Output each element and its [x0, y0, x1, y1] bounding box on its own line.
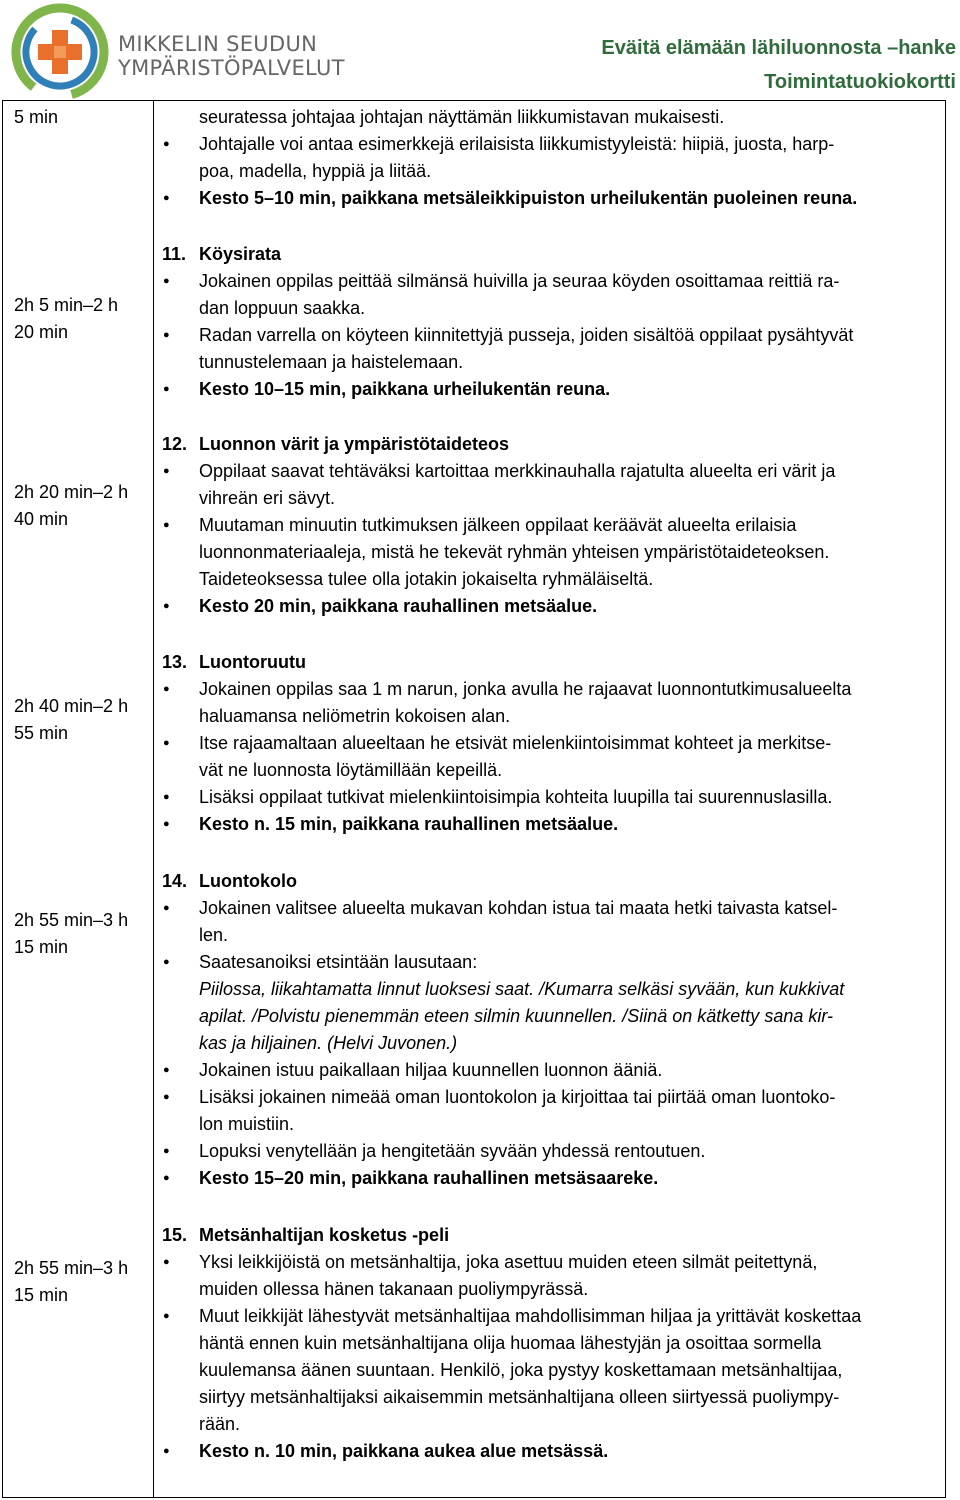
activity-title-text: Metsänhaltijan kosketus -peli	[199, 1225, 450, 1245]
activity-cell	[162, 431, 937, 620]
list-item-continuation: seuratessa johtajaa johtajan näyttämän liikkumistavan mukaisesti.	[199, 107, 725, 127]
organization-name-line1: MIKKELIN SEUDUN	[118, 32, 318, 56]
organization-name-line2: YMPÄRISTÖPALVELUT	[118, 56, 345, 80]
bullet-list	[162, 895, 937, 1192]
poem-quote: Piilossa, liikahtamatta linnut luoksesi saat. /Kumarra selkäsi syvään, kun kukkivat apilat. /Polvistu pienemmän eteen silmin kuunnellen. /Siinä on kätketty sana kir- kas ja hiljainen. (Helvi Juvonen.)	[199, 979, 845, 1053]
list-item: ● Muutaman minuutin tutkimuksen jälkeen oppilaat keräävät alueelta erilaisia luonnonmateriaaleja, mistä he tekevät ryhmän yhteisen ympäristötaideteoksen. Taideteoksessa tulee olla jotakin jokaiselta ryhmäläiseltä.	[162, 512, 937, 593]
card-type: Toimintatuokiokortti	[764, 71, 956, 93]
page-header	[0, 0, 960, 104]
time-cell	[14, 292, 149, 346]
time-line: 5 min	[14, 107, 59, 127]
list-item: ● Jokainen oppilas saa 1 m narun, jonka avulla he rajaavat luonnontutkimusalueelta haluamansa neliömetrin kokoisen alan.	[162, 676, 937, 730]
time-cell	[14, 907, 149, 961]
list-item-duration: ● Kesto 15–20 min, paikkana rauhallinen metsäsaareke.	[162, 1165, 937, 1192]
activity-title	[162, 241, 937, 268]
project-title: Eväitä elämään lähiluonnosta –hanke	[601, 37, 956, 59]
list-item: ● Johtajalle voi antaa esimerkkejä erilaisista liikkumistyyleistä: hiipiä, juosta, harp- poa, madella, hyppiä ja liitää.	[162, 131, 937, 185]
list-item: ● Yksi leikkijöistä on metsänhaltija, joka asettuu muiden eteen silmät peitettynä, muiden ollessa hänen takanaan puoliympyrässä.	[162, 1249, 937, 1303]
bullet-list	[162, 1249, 937, 1465]
activity-number: 12.	[162, 434, 188, 454]
list-item-duration: ● Kesto 10–15 min, paikkana urheilukentän reuna.	[162, 376, 937, 403]
activity-cell	[162, 1222, 937, 1465]
time-line: 2h 40 min–2 h	[14, 696, 129, 716]
list-item: ● Jokainen istuu paikallaan hiljaa kuunnellen luonnon ääniä.	[162, 1057, 937, 1084]
list-item: ● Jokainen valitsee alueelta mukavan kohdan istua tai maata hetki taivasta katsel- len.	[162, 895, 937, 949]
list-item: ● Lisäksi oppilaat tutkivat mielenkiintoisimpia kohteita luupilla tai suurennuslasilla.	[162, 784, 937, 811]
activity-number: 13.	[162, 652, 188, 672]
bullet-list	[162, 131, 937, 212]
activity-title-text: Luonnon värit ja ympäristötaideteos	[199, 434, 510, 454]
list-item: ● Lisäksi jokainen nimeää oman luontokolon ja kirjoittaa tai piirtää oman luontoko- lon muistiin.	[162, 1084, 937, 1138]
activity-number: 11.	[162, 244, 187, 264]
time-cell	[14, 104, 149, 131]
time-line: 2h 20 min–2 h	[14, 482, 129, 502]
activity-number: 14.	[162, 871, 188, 891]
activity-cell	[162, 241, 937, 403]
activity-title	[162, 868, 937, 895]
list-item: ● Jokainen oppilas peittää silmänsä huivilla ja seuraa köyden osoittamaa reittiä ra- dan loppuun saakka.	[162, 268, 937, 322]
activity-cell	[162, 868, 937, 1192]
bullet-list	[162, 268, 937, 403]
time-cell	[14, 1255, 149, 1309]
time-line: 15 min	[14, 937, 69, 957]
time-line: 15 min	[14, 1285, 69, 1305]
activity-cell	[162, 649, 937, 838]
list-item-duration: ● Kesto 20 min, paikkana rauhallinen metsäalue.	[162, 593, 937, 620]
activity-title	[162, 649, 937, 676]
time-line: 20 min	[14, 322, 69, 342]
column-divider	[153, 101, 154, 1497]
organization-logo	[10, 2, 110, 102]
list-item-duration: ● Kesto n. 15 min, paikkana rauhallinen metsäalue.	[162, 811, 937, 838]
list-item-duration: ● Kesto 5–10 min, paikkana metsäleikkipuiston urheilukentän puoleinen reuna.	[162, 185, 937, 212]
activity-title	[162, 1222, 937, 1249]
list-item: ● Saatesanoiksi etsintään lausutaan: Piilossa, liikahtamatta linnut luoksesi saat. /Kumarra selkäsi syvään, kun kukkivat apilat. /Polvistu pienemmän eteen silmin kuunnellen. /Siinä on kätketty sana kir- kas ja hiljainen. (Helvi Juvonen.)	[162, 949, 937, 1057]
bullet-list	[162, 676, 937, 838]
time-line: 2h 55 min–3 h	[14, 910, 129, 930]
time-cell	[14, 693, 149, 747]
list-item-duration: ● Kesto n. 10 min, paikkana aukea alue metsässä.	[162, 1438, 937, 1465]
list-item: ● Radan varrella on köyteen kiinnitettyjä pusseja, joiden sisältöä oppilaat pysähtyvät tunnustelemaan ja haistelemaan.	[162, 322, 937, 376]
activity-title-text: Köysirata	[199, 244, 282, 264]
bullet-list	[162, 458, 937, 620]
activity-title	[162, 431, 937, 458]
list-item: ● Lopuksi venytellään ja hengitetään syvään yhdessä rentoutuen.	[162, 1138, 937, 1165]
activity-title-text: Luontoruutu	[199, 652, 306, 672]
list-item: ● Oppilaat saavat tehtäväksi kartoittaa merkkinauhalla rajatulta alueelta eri värit ja vihreän eri sävyt.	[162, 458, 937, 512]
time-line: 40 min	[14, 509, 69, 529]
time-line: 55 min	[14, 723, 69, 743]
time-line: 2h 5 min–2 h	[14, 295, 119, 315]
activity-title-text: Luontokolo	[199, 871, 297, 891]
list-item: ● Itse rajaamaltaan alueeltaan he etsivät mielenkiintoisimmat kohteet ja merkitse- vät ne luonnosta löytämillään kepeillä.	[162, 730, 937, 784]
activity-number: 15.	[162, 1225, 188, 1245]
time-line: 2h 55 min–3 h	[14, 1258, 129, 1278]
activity-cell	[162, 104, 937, 212]
organization-name	[118, 32, 345, 80]
list-item: ● Muut leikkijät lähestyvät metsänhaltijaa mahdollisimman hiljaa ja yrittävät koskettaa häntä ennen kuin metsänhaltijana olija huomaa lähestyjän ja osoittaa sormella kuulemansa äänen suuntaan. Henkilö, joka pystyy koskettamaan metsänhaltijaa, siirtyy metsänhaltijaksi aikaisemmin metsänhaltijana olleen siirtyessä puoliympy- rään.	[162, 1303, 937, 1438]
time-cell	[14, 479, 149, 533]
